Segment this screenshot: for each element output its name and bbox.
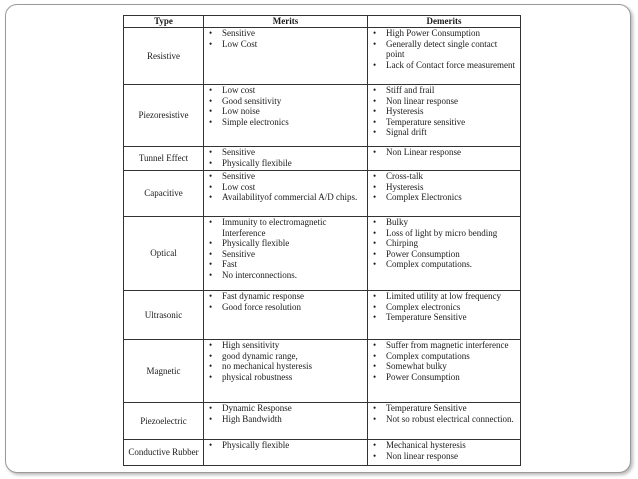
demerit-item: • Not so robust electrical connection.	[371, 414, 517, 425]
table-row	[124, 291, 521, 340]
merit-item: • Dynamic Response	[207, 403, 364, 414]
merit-item: • Good sensitivity	[207, 96, 364, 107]
demerit-item: • Suffer from magnetic interference	[371, 340, 517, 351]
merit-item: • Low cost	[207, 85, 364, 96]
demerit-item: • Cross-talk	[371, 171, 517, 182]
demerit-item: • Chirping	[371, 238, 517, 249]
demerits-list	[371, 291, 517, 323]
merit-item: • Sensitive	[207, 171, 364, 182]
table-row	[124, 217, 521, 291]
merits-cell	[204, 291, 368, 340]
merit-item: • Availabilityof commercial A/D chips.	[207, 192, 364, 203]
demerit-item: • Mechanical hysteresis	[371, 440, 517, 451]
merit-item: • no mechanical hysteresis	[207, 361, 364, 372]
merit-item: • Low cost	[207, 182, 364, 193]
merit-item: • Fast	[207, 259, 364, 270]
merits-cell	[204, 147, 368, 171]
demerit-item: • Lack of Contact force measurement	[371, 60, 517, 71]
merit-item: • Simple electronics	[207, 117, 364, 128]
sensor-type-cell: Resistive	[124, 28, 204, 85]
merits-cell	[204, 171, 368, 217]
demerits-cell	[368, 403, 521, 440]
merits-cell	[204, 340, 368, 403]
merits-list	[207, 291, 364, 312]
demerits-cell	[368, 85, 521, 147]
merits-cell	[204, 217, 368, 291]
demerit-item: • Non Linear response	[371, 147, 517, 158]
demerits-list	[371, 440, 517, 461]
merits-cell	[204, 28, 368, 85]
merit-item: • Sensitive	[207, 249, 364, 260]
demerit-item: • Bulky	[371, 217, 517, 228]
merit-item: • Physically flexible	[207, 440, 364, 451]
demerit-item: • Hysteresis	[371, 106, 517, 117]
demerits-list	[371, 85, 517, 138]
demerit-item: • Limited utility at low frequency	[371, 291, 517, 302]
merits-list	[207, 217, 364, 281]
merits-list	[207, 440, 364, 451]
sensor-type-cell: Piezoelectric	[124, 403, 204, 440]
demerit-item: • High Power Consumption	[371, 28, 517, 39]
table-row	[124, 147, 521, 171]
demerits-cell	[368, 28, 521, 85]
sensor-type-cell: Conductive Rubber	[124, 440, 204, 466]
demerits-list	[371, 217, 517, 270]
sensor-type-cell: Ultrasonic	[124, 291, 204, 340]
sensor-type-cell: Optical	[124, 217, 204, 291]
merit-item: • Sensitive	[207, 147, 364, 158]
header-merits: Merits	[204, 16, 368, 28]
sensor-comparison-table	[123, 15, 521, 466]
sensor-type-cell: Capacitive	[124, 171, 204, 217]
demerit-item: • Non linear response	[371, 96, 517, 107]
header-row	[124, 16, 521, 28]
table-row	[124, 171, 521, 217]
merit-item: • Immunity to electromagnetic Interference	[207, 217, 364, 238]
demerits-cell	[368, 291, 521, 340]
demerits-cell	[368, 217, 521, 291]
demerit-item: • Stiff and frail	[371, 85, 517, 96]
header-type: Type	[124, 16, 204, 28]
demerits-list	[371, 403, 517, 424]
demerit-item: • Temperature sensitive	[371, 117, 517, 128]
merits-cell	[204, 440, 368, 466]
sensor-type-cell: Magnetic	[124, 340, 204, 403]
demerit-item: • Temperature Sensitive	[371, 312, 517, 323]
demerit-item: • Loss of light by micro bending	[371, 228, 517, 239]
header-demerits: Demerits	[368, 16, 521, 28]
table-row	[124, 440, 521, 466]
slide-frame	[5, 4, 631, 473]
merit-item: • Low noise	[207, 106, 364, 117]
demerit-item: • Somewhat bulky	[371, 361, 517, 372]
demerits-cell	[368, 440, 521, 466]
merit-item: • Low Cost	[207, 39, 364, 50]
sensor-type-cell: Piezoresistive	[124, 85, 204, 147]
demerits-list	[371, 171, 517, 203]
demerit-item: • Complex Electronics	[371, 192, 517, 203]
demerit-item: • Non linear response	[371, 451, 517, 462]
merits-list	[207, 85, 364, 127]
table-row	[124, 85, 521, 147]
merit-item: • Good force resolution	[207, 302, 364, 313]
demerit-item: • Power Consumption	[371, 372, 517, 383]
demerit-item: • Power Consumption	[371, 249, 517, 260]
sensor-type-cell: Tunnel Effect	[124, 147, 204, 171]
demerits-list	[371, 28, 517, 70]
merit-item: • Physically flexible	[207, 238, 364, 249]
merit-item: • Sensitive	[207, 28, 364, 39]
demerit-item: • Complex computations.	[371, 259, 517, 270]
merits-list	[207, 28, 364, 49]
merits-list	[207, 340, 364, 382]
merits-cell	[204, 85, 368, 147]
table-body	[124, 28, 521, 466]
merit-item: • good dynamic range,	[207, 351, 364, 362]
demerit-item: • Generally detect single contact point	[371, 39, 517, 60]
merits-cell	[204, 403, 368, 440]
demerit-item: • Signal drift	[371, 127, 517, 138]
merit-item: • Fast dynamic response	[207, 291, 364, 302]
merit-item: • High sensitivity	[207, 340, 364, 351]
demerit-item: • Complex computations	[371, 351, 517, 362]
merits-list	[207, 147, 364, 168]
demerit-item: • Complex electronics	[371, 302, 517, 313]
merit-item: • No interconnections.	[207, 270, 364, 281]
merits-list	[207, 403, 364, 424]
merit-item: • Physically flexibile	[207, 158, 364, 169]
table-row	[124, 403, 521, 440]
demerit-item: • Hysteresis	[371, 182, 517, 193]
demerits-cell	[368, 171, 521, 217]
demerits-cell	[368, 147, 521, 171]
merit-item: • High Bandwidth	[207, 414, 364, 425]
demerits-cell	[368, 340, 521, 403]
demerits-list	[371, 147, 517, 158]
demerit-item: • Temperature Sensitive	[371, 403, 517, 414]
demerits-list	[371, 340, 517, 382]
table-row	[124, 340, 521, 403]
merits-list	[207, 171, 364, 203]
table-row	[124, 28, 521, 85]
merit-item: • physical robustness	[207, 372, 364, 383]
